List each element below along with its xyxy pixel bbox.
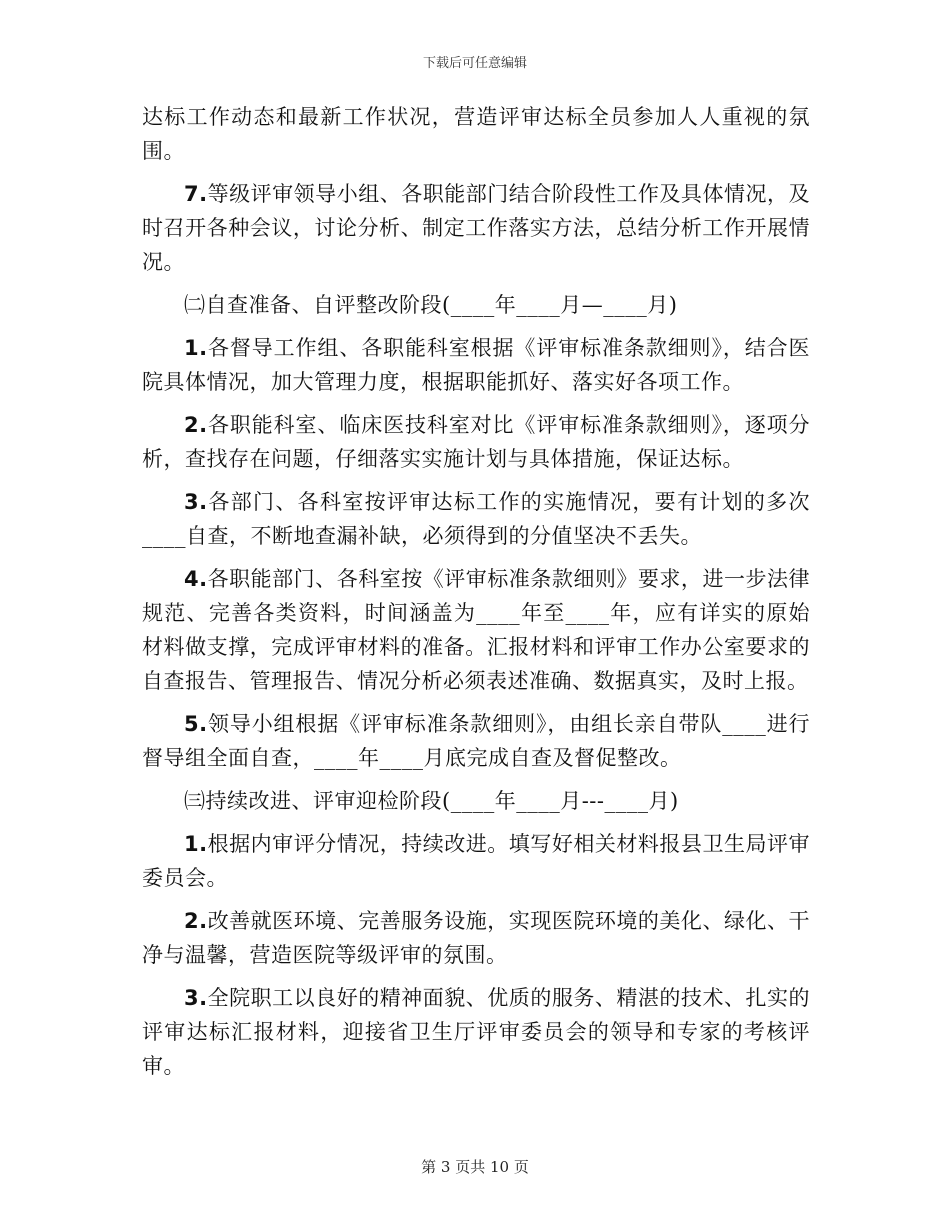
paragraph — [142, 707, 810, 775]
paragraph — [142, 904, 810, 972]
page-header: 下载后可任意编辑 — [422, 56, 527, 71]
item-number: 3. — [184, 986, 208, 1010]
section-heading — [142, 288, 810, 322]
paragraph — [142, 485, 810, 553]
item-number: 2. — [184, 909, 208, 933]
section-heading — [142, 784, 810, 818]
paragraph-text: 各职能部门、各科室按《评审标准条款细则》要求，进一步法律规范、完善各类资料，时间涵盖为____年至____年，应有详实的原始材料做支撑，完成评审材料的准备。汇报材料和评审工作办公室要求的自查报告、管理报告、情况分析必须表述准确、数据真实，及时上报。 — [142, 567, 810, 693]
paragraph — [142, 981, 810, 1083]
paragraph — [142, 177, 810, 279]
paragraph — [142, 827, 810, 895]
item-number: 1. — [184, 832, 208, 856]
paragraph — [142, 408, 810, 476]
paragraph-text: 各督导工作组、各职能科室根据《评审标准条款细则》，结合医院具体情况，加大管理力度，根据职能抓好、落实好各项工作。 — [142, 336, 810, 394]
document-body — [142, 100, 810, 1083]
item-number: 7. — [184, 182, 208, 206]
paragraph-text: ㈢持续改进、评审迎检阶段(____年____月---____月) — [184, 789, 679, 813]
paragraph — [142, 562, 810, 698]
paragraph — [142, 100, 810, 168]
paragraph-text: 根据内审评分情况，持续改进。填写好相关材料报县卫生局评审委员会。 — [142, 832, 810, 890]
paragraph-text: 等级评审领导小组、各职能部门结合阶段性工作及具体情况，及时召开各种会议，讨论分析、制定工作落实方法，总结分析工作开展情况。 — [142, 182, 810, 274]
paragraph — [142, 331, 810, 399]
paragraph-text: 各职能科室、临床医技科室对比《评审标准条款细则》，逐项分析，查找存在问题，仔细落实实施计划与具体措施，保证达标。 — [142, 413, 810, 471]
paragraph-text: 改善就医环境、完善服务设施，实现医院环境的美化、绿化、干净与温馨，营造医院等级评审的氛围。 — [142, 909, 810, 967]
item-number: 4. — [184, 567, 208, 591]
paragraph-text: 各部门、各科室按评审达标工作的实施情况，要有计划的多次____自查，不断地查漏补缺，必须得到的分值坚决不丢失。 — [142, 490, 810, 548]
paragraph-text: ㈡自查准备、自评整改阶段(____年____月—____月) — [184, 293, 678, 317]
paragraph-text: 全院职工以良好的精神面貌、优质的服务、精湛的技术、扎实的评审达标汇报材料，迎接省卫生厅评审委员会的领导和专家的考核评审。 — [142, 986, 810, 1078]
item-number: 5. — [184, 712, 208, 736]
item-number: 3. — [184, 490, 208, 514]
page-footer: 第 3 页共 10 页 — [421, 1158, 529, 1176]
item-number: 2. — [184, 413, 208, 437]
item-number: 1. — [184, 336, 208, 360]
paragraph-text: 领导小组根据《评审标准条款细则》，由组长亲自带队____进行督导组全面自查，____年____月底完成自查及督促整改。 — [142, 712, 810, 770]
paragraph-text: 达标工作动态和最新工作状况，营造评审达标全员参加人人重视的氛围。 — [142, 105, 810, 163]
